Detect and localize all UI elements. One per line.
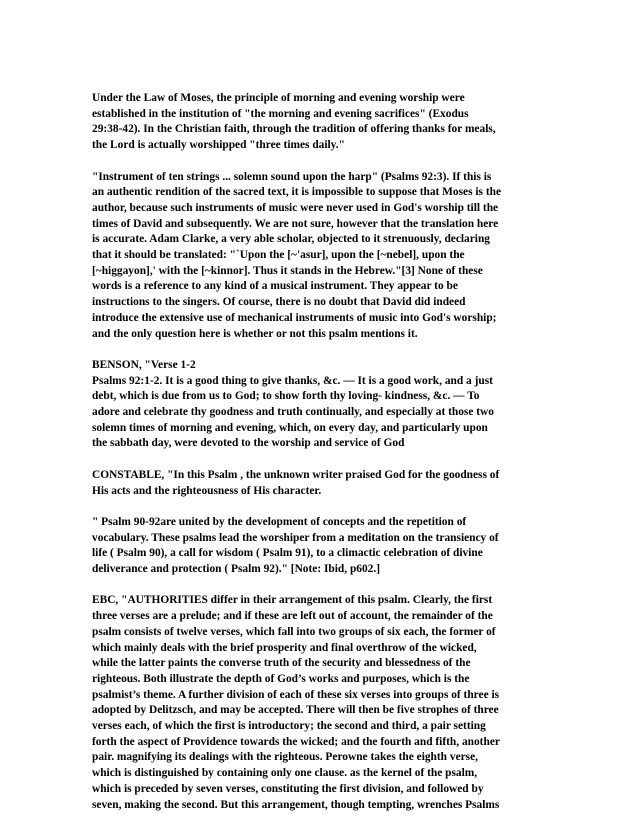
paragraph-instrument-of-ten-strings: "Instrument of ten strings ... solemn sound upon the harp" (Psalms 92:3). If this is an authentic rendition of the sacred text, it is impossible to suppose that Moses is the author, because such instruments of music were never used in God's worship till the times of David and subsequently. We are not sure, however that the translation here is accurate. Adam Clarke, a very able scholar, objected to it strenuously, declaring that it should be translated: "`Upon the [~'asur], upon the [~nebel], upon the [~higgayon],' with the [~kinnor]. Thus it stands in the Hebrew."[3] None of these words is a reference to any kind of a musical instrument. They appear to be instructions to the singers. Of course, there is no doubt that David did indeed introduce the extensive use of mechanical instruments of music into God's worship; and the only question here is whether or not this psalm mentions it. [92,170,502,340]
document-page [92,91,547,829]
paragraph-ebc-commentary: EBC, "AUTHORITIES differ in their arrangement of this psalm. Clearly, the first three verses are a prelude; and if these are left out of account, the remainder of the psalm consists of twelve verses, which fall into two groups of six each, the former of which mainly deals with the brief prosperity and final overthrow of the wicked, while the latter paints the converse truth of the security and blessedness of the righteous. Both illustrate the depth of God’s works and purposes, which is the psalmist’s theme. A further division of each of these six verses into groups of three is adopted by Delitzsch, and may be accepted. There will then be five strophes of three verses each, of which the first is introductory; the second and third, a pair setting forth the aspect of Providence towards the wicked; and the fourth and fifth, another pair. magnifying its dealings with the righteous. Perowne takes the eighth verse, which is distinguished by containing only one clause. as the kernel of the psalm, which is preceded by seven verses, constituting the first division, and followed by seven, making the second. But this arrangement, though tempting, wrenches Psalms [92,594,500,811]
paragraph-constable-commentary: CONSTABLE, "In this Psalm , the unknown writer praised God for the goodness of His acts and the righteousness of His character. [92,468,500,497]
paragraph-psalm-90-92-note: " Psalm 90-92are united by the development of concepts and the repetition of vocabulary. These psalms lead the worshiper from a meditation on the transiency of life ( Psalm 90), a call for wisdom ( Psalm 91), to a climactic celebration of divine deliverance and protection ( Psalm 92)." [Note: Ibid, p602.] [92,515,499,576]
paragraph-law-of-moses: Under the Law of Moses, the principle of morning and evening worship were established in the institution of "the morning and evening sacrifices" (Exodus 29:38-42). In the Christian faith, through the tradition of offering thanks for meals, the Lord is actually worshipped "three times daily." [92,92,496,152]
paragraph-benson-commentary: BENSON, "Verse 1-2 Psalms 92:1-2. It is a good thing to give thanks, &c. — It is a good work, and a just debt, which is due from us to God; to show forth thy loving- kindness, &c. — To adore and celebrate thy goodness and truth continually, and especially at those two solemn times of morning and evening, which, on every day, and particularly upon the sabbath day, were devoted to the worship and service of God [92,358,494,450]
